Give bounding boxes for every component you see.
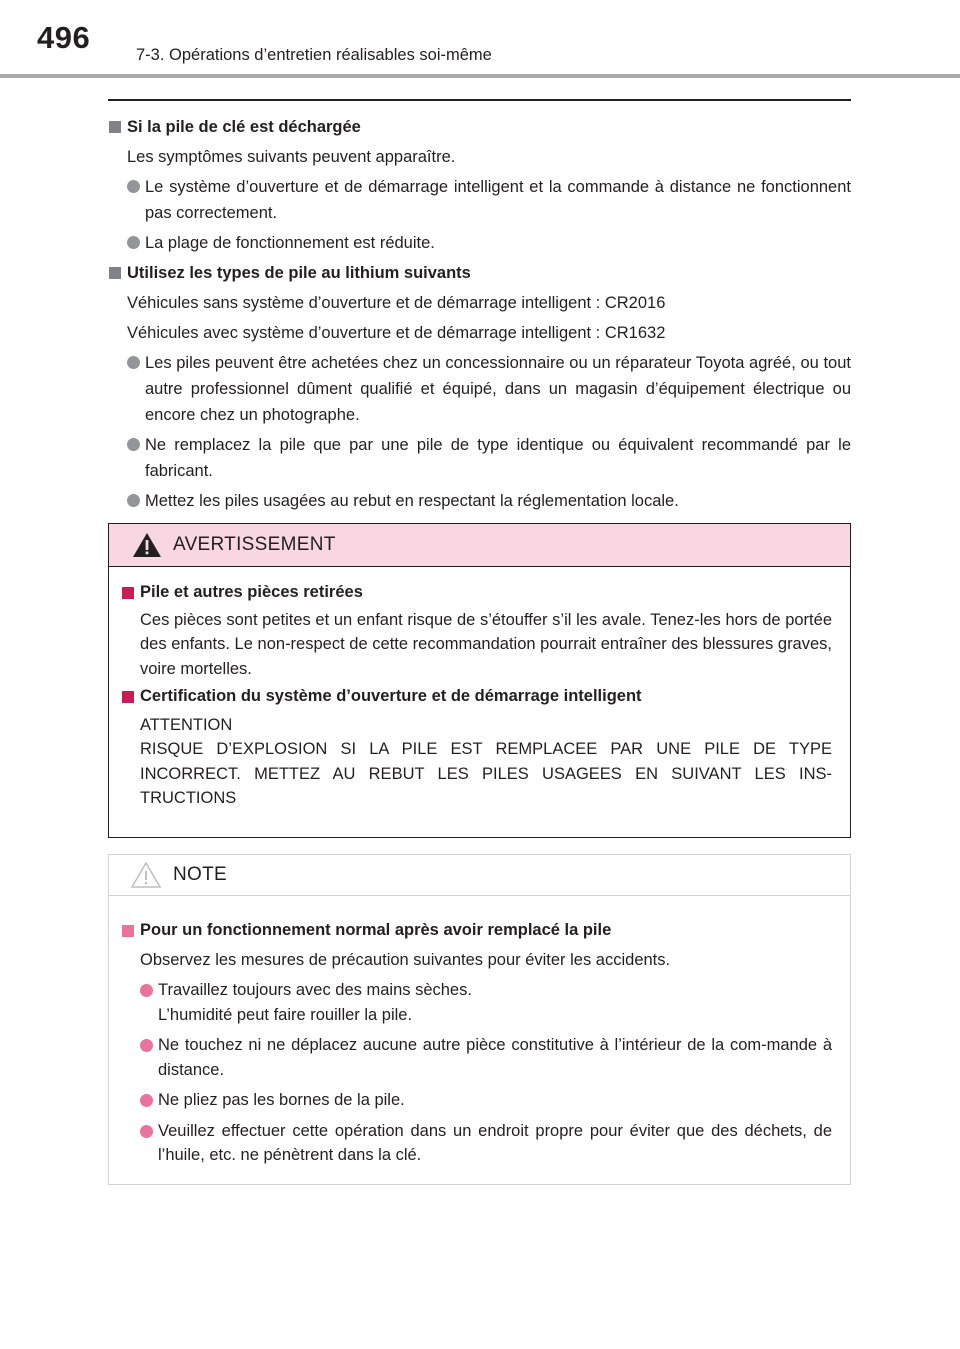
circle-bullet-icon xyxy=(127,236,140,249)
paragraph: RISQUE D’EXPLOSION SI LA PILE EST REMPLACEE PAR UNE PILE DE TYPE INCORRECT. METTEZ AU REBUT LES PILES USAGEES EN SUIVANT LES INS-TRUCTIONS xyxy=(140,740,832,807)
list-item xyxy=(108,488,851,514)
page-number: 496 xyxy=(37,20,91,55)
list-item-text: Travaillez toujours avec des mains sèches. xyxy=(158,981,472,999)
paragraph: Véhicules sans système d’ouverture et de démarrage intelligent : CR2016 xyxy=(127,294,666,312)
list-item xyxy=(108,432,851,484)
warning-body xyxy=(109,567,850,811)
list-item xyxy=(108,174,851,226)
circle-bullet-icon xyxy=(140,1125,153,1138)
warning-header xyxy=(109,524,850,567)
warning-subheading-certification xyxy=(121,684,832,709)
list-item xyxy=(121,1088,832,1113)
main-content xyxy=(108,110,851,514)
warning-box xyxy=(108,523,851,838)
note-title: NOTE xyxy=(173,864,227,885)
list-item xyxy=(121,1119,832,1168)
paragraph: Les symptômes suivants peuvent apparaître. xyxy=(127,148,456,166)
list-item-text: Le système d’ouverture et de démarrage intelligent et la commande à distance ne fonctionnent pas correctement. xyxy=(145,178,851,222)
circle-bullet-icon xyxy=(127,180,140,193)
circle-bullet-icon xyxy=(140,1094,153,1107)
list-item-text: La plage de fonctionnement est réduite. xyxy=(145,234,435,252)
square-bullet-icon xyxy=(109,121,121,133)
warning-triangle-icon xyxy=(132,532,162,558)
list-item-text: L’humidité peut faire rouiller la pile. xyxy=(158,1005,413,1024)
list-item xyxy=(121,1033,832,1082)
list-item xyxy=(121,978,832,1027)
note-subheading xyxy=(121,918,832,943)
section-heading-battery-types xyxy=(108,260,851,286)
note-header xyxy=(109,855,850,896)
list-item-text: Mettez les piles usagées au rebut en respectant la réglementation locale. xyxy=(145,492,679,510)
page-header xyxy=(0,0,960,80)
header-rule xyxy=(0,74,960,78)
circle-bullet-icon xyxy=(127,438,140,451)
chapter-title: 7-3. Opérations d’entretien réalisables soi-même xyxy=(136,46,492,64)
warning-title: AVERTISSEMENT xyxy=(173,534,336,555)
list-item xyxy=(108,350,851,428)
heading-text: Pour un fonctionnement normal après avoir remplacé la pile xyxy=(140,921,612,939)
heading-text: Pile et autres pièces retirées xyxy=(140,583,363,601)
paragraph: Observez les mesures de précaution suivantes pour éviter les accidents. xyxy=(140,950,671,969)
paragraph: Véhicules avec système d’ouverture et de démarrage intelligent : CR1632 xyxy=(127,324,666,342)
square-bullet-icon xyxy=(122,691,134,703)
list-item-text: Ne touchez ni ne déplacez aucune autre pièce constitutive à l’intérieur de la com-mande à distance. xyxy=(158,1036,832,1079)
square-bullet-icon xyxy=(122,587,134,599)
attention-label: ATTENTION xyxy=(140,715,233,734)
heading-text: Utilisez les types de pile au lithium suivants xyxy=(127,264,471,282)
warning-subheading-parts xyxy=(121,580,832,605)
circle-bullet-icon xyxy=(127,356,140,369)
circle-bullet-icon xyxy=(140,984,153,997)
square-bullet-icon xyxy=(109,267,121,279)
section-heading-battery-discharged xyxy=(108,114,851,140)
caution-triangle-icon xyxy=(130,861,162,889)
list-item-text: Les piles peuvent être achetées chez un concessionnaire ou un réparateur Toyota agréé, ou tout autre professionnel dûment qualifié et équipé, dans un magasin d’équipement électrique ou encore chez un photographe. xyxy=(145,354,851,424)
circle-bullet-icon xyxy=(127,494,140,507)
heading-text: Certification du système d’ouverture et de démarrage intelligent xyxy=(140,687,642,705)
note-box xyxy=(108,854,851,1185)
heading-text: Si la pile de clé est déchargée xyxy=(127,118,361,136)
list-item xyxy=(108,230,851,256)
list-item-text: Veuillez effectuer cette opération dans un endroit propre pour éviter que des déchets, de l’huile, etc. ne pénètrent dans la clé. xyxy=(158,1121,832,1164)
list-item-text: Ne remplacez la pile que par une pile de type identique ou équivalent recommandé par le fabricant. xyxy=(145,436,851,480)
list-item-text: Ne pliez pas les bornes de la pile. xyxy=(158,1091,405,1109)
section-divider xyxy=(108,99,851,101)
square-bullet-icon xyxy=(122,925,134,937)
note-body xyxy=(109,896,850,1168)
paragraph: Ces pièces sont petites et un enfant risque de s’étouffer s’il les avale. Tenez-les hors de portée des enfants. Le non-respect de cette recommandation pourrait entraîner des blessures graves, voire mortelles. xyxy=(140,610,832,678)
circle-bullet-icon xyxy=(140,1039,153,1052)
